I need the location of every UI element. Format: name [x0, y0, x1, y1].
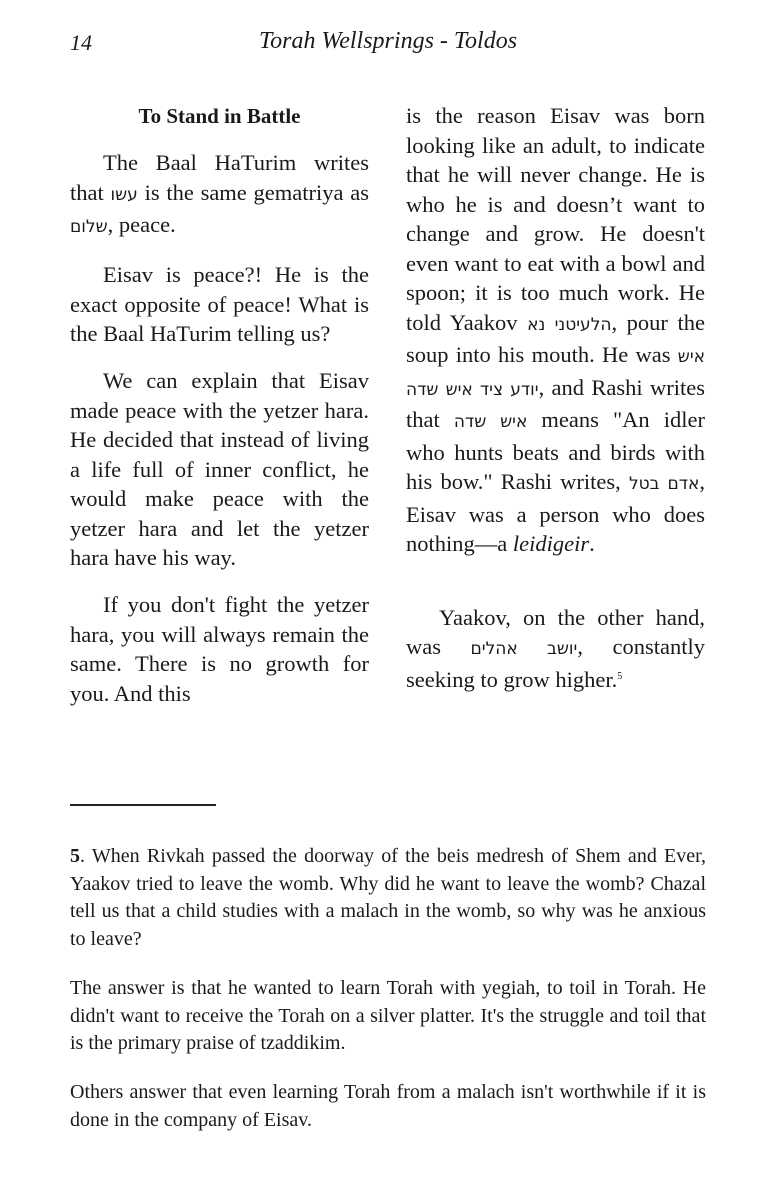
text: , and Rashi writes that [406, 374, 705, 432]
footnote-paragraph: Others answer that even learning Torah from a malach isn't worthwhile if it is done in the company of Eisav. [70, 1080, 706, 1131]
hebrew-text: איש שדה [453, 412, 528, 432]
paragraph: We can explain that Eisav made peace with the yetzer hara. He decided that instead of living a life full of inner conflict, he would make peace with the yetzer hara and let the yetzer hara have his way. [70, 368, 369, 570]
paragraph [70, 148, 369, 243]
footnote-paragraph: The answer is that he wanted to learn Torah with yegiah, to toil in Torah. He didn't want to receive the Torah on a silver platter. It's the struggle and toil that is the primary praise of tzaddikim. [70, 976, 706, 1055]
page-number: 14 [70, 30, 92, 55]
hebrew-text: אדם בטל [628, 474, 700, 494]
hebrew-text: שלום [70, 217, 108, 237]
text: . [589, 531, 595, 556]
paragraph [406, 101, 705, 559]
paragraph [406, 603, 705, 695]
text: . When Rivkah passed the doorway of the beis medresh of Shem and Ever, Yaakov tried to leave the womb. Why did he want to leave the womb? Chazal tell us that a child studies with a malach in the womb, so why was he anxious to leave? [70, 845, 706, 951]
text: The Baal HaTurim writes that [70, 150, 369, 205]
running-title: Torah Wellsprings - Toldos [258, 28, 518, 54]
italic-term: leidigeir [512, 531, 590, 556]
footnote [70, 843, 706, 954]
footnote-divider [70, 804, 216, 806]
text: , peace. [107, 212, 176, 237]
paragraph: If you don't fight the yetzer hara, you will always remain the same. There is no growth for you. And this [70, 592, 369, 706]
hebrew-text: יושב אהלים [470, 639, 578, 659]
hebrew-text: איש יודע ציד איש שדה [406, 347, 705, 400]
footnote-number: 5 [70, 845, 80, 867]
right-column [406, 101, 705, 712]
text: , pour the soup into his mouth. He was [406, 309, 706, 367]
text: , constantly seeking to grow higher. [406, 634, 705, 692]
left-column [70, 101, 369, 726]
text: means "An idler who hunts beats and birds with his bow." Rashi writes, [406, 407, 705, 494]
text: Yaakov, on the other hand, was [406, 604, 705, 659]
section-heading: To Stand in Battle [138, 104, 301, 128]
paragraph: Eisav is peace?! He is the exact opposite of peace! What is the Baal HaTurim telling us? [70, 262, 369, 346]
footnote-reference[interactable]: 5 [617, 670, 623, 682]
hebrew-text: הלעיטני נא [527, 314, 612, 335]
footnotes [70, 843, 706, 1155]
text: is the reason Eisav was born looking like an adult, to indicate that he will never change. He is who he is and doesn’t want to change and grow. He doesn't even want to eat with a bowl and spoon; it is too much work. He told Yaakov [406, 103, 705, 335]
text: is the same gematriya as [137, 179, 369, 205]
text: , Eisav was a person who does nothing—a [406, 469, 705, 556]
hebrew-text: עשו [110, 184, 138, 205]
